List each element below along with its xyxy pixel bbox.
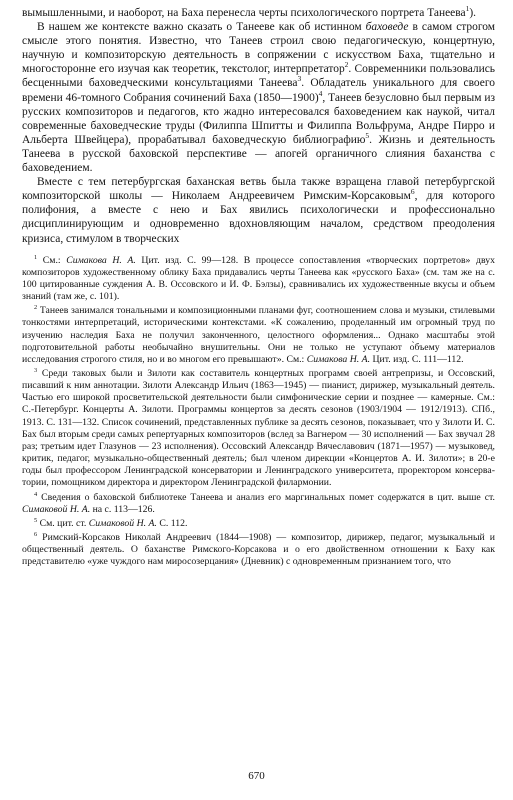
text-run: . Жизнь и деятельность Танеева в русской баховской перспективе — апогей органичного слияния баханства с баховедением.	[22, 133, 495, 175]
footnote-ref: 4	[318, 88, 323, 98]
footnotes	[22, 255, 495, 569]
text-run: . Обладатель уникального для своего времени 46-томного Собрания сочинений Баха (1850—1900)	[22, 77, 495, 104]
text-run: в самом строгом смысле этого понятия. Известно, что Танеев строил свою педагогическую, концертную, научную и композиторскую деятельность в сопряжении с искусством Баха, тщательно и многосторонне его изучая как теоретик, текстолог, интерпретатор	[22, 21, 495, 76]
footnote	[22, 368, 495, 490]
footnote	[22, 305, 495, 366]
footnote	[22, 255, 495, 304]
text-run: ).	[469, 7, 476, 19]
italic-text: Симаковой Н. А.	[88, 517, 157, 529]
document-page	[22, 6, 495, 569]
text-run: Цит. изд. С. 111—112.	[370, 353, 464, 365]
text-run: , Танеев безусловно был первым из русских композиторов и педагогов, кто жадно интересовался баховедением как наукой, читал современные баховедческие труды (Филиппа Шпитты и Филиппа Вольфрума, Андре Пирро и Альберта Швейцера), прорабатывал баховедческую библиографию	[22, 91, 495, 146]
footnote	[22, 492, 495, 516]
italic-text: Симакова Н. А.	[306, 353, 371, 365]
footnote-ref: 6	[34, 530, 38, 538]
page-number: 670	[248, 770, 265, 782]
footnote	[22, 518, 495, 530]
italic-text: баховеде	[365, 21, 409, 34]
text-run: Цит. изд. С. 99—128. В процессе сопоставления «творческих портретов» двух композиторов художественному облику Баха придавались черты Танеева как «русского Баха» (см. там же на с. 100 цитированные суждения А. В. Оссовского и И. Ф. Бэлзы), сравнивались их художественные вкусы и объем знаний (там же, с. 101).	[22, 254, 495, 303]
footnote-ref: 1	[34, 253, 38, 261]
main-text	[22, 6, 495, 246]
text-run: С. 112.	[156, 517, 188, 529]
footnote-ref: 5	[365, 131, 370, 141]
text-run: Среди таковых были и Зилоти как составитель концертных программ своей антрепризы, и Оссовский, писавший к ним аннотации. Зилоти Александр Ильич (1863—1945) — пианист, дирижер, музыкальный деятель. Частью его широкой просветительской деятельности были симфонические серии и позднее — камерные. См.: С.-Петербург. Концерты А. Зилоти. Программы концертов за десять сезонов (1903/1904 — 1912/1913). СПб., 1913. С. 131—132. Список сочинений, представленных публике за десять сезонов, показывает, что у Зилоти И. С. Бах был вторым среди самых репертуарных композиторов (вслед за Вагнером — 30 исполнений — Бах звучал 28 раз; третьим идет Глазунов — 23 исполнения). Оссовский Александр Вячеславович (1871—1957) — музыковед, критик, педагог, музыкально-общественный деятель; был членом дирекции «Концертов А. И. Зилоти»; в 20-е годы был профессором Ленинградской консерватории и Ленинградского университета, проректором консерватории, помощником директора и директором Ленинградской филармонии.	[22, 368, 495, 489]
footnote-ref: 2	[344, 60, 349, 70]
body-paragraph	[22, 6, 495, 20]
footnote-ref: 6	[410, 187, 415, 197]
footnote-ref: 3	[297, 74, 302, 84]
text-run: , для которого полифония, а вместе с нею и Бах явились психологически и профессионально дисциплинирующим и одновременно вдохновляющим началом, средством преодоления кризиса, стимулом в творческих	[22, 190, 495, 245]
text-run: См. цит. ст.	[37, 517, 89, 529]
italic-text: Симаковой Н. А.	[22, 503, 91, 515]
footnote-ref: 3	[34, 366, 38, 374]
text-run: на с. 113—126.	[90, 503, 155, 515]
text-run: Танеев занимался тональными и композиционными планами фуг, соотношением слова и музыки, стилевыми тонкостями интерпретаций, историческими контекстами. «К сожалению, проделанный им огромный труд по изучению наследия Баха не получил законченного, целостного оформления... Однако масштабы этой подготовительной работы необычайно внушительны. Они не только не уступают о̀бъему материалов исследования строгого стиля, но и во многом его превышают». См.:	[22, 305, 495, 365]
text-run: См.:	[37, 254, 67, 266]
text-run: Римский-Корсаков Николай Андреевич (1844—1908) — композитор, дирижер, педагог, музыкальный и общественный деятель. О баханстве Римского-Корсакова и о его двойственном отношении к Баху как представителю «уже чуждого нам миросозерцания» (Дневник) с одновременным признанием того, что	[22, 532, 495, 568]
text-run: Вместе с тем петербургская баханская ветвь была также взращена главой петербургской композиторской школы — Николаем Андреевичем Римским-Корсаковым	[22, 176, 495, 203]
footnote-ref: 2	[34, 303, 38, 311]
footnote-ref: 1	[465, 4, 470, 14]
body-paragraph	[22, 175, 495, 245]
italic-text: Симакова Н. А.	[66, 254, 136, 266]
footnote-ref: 5	[34, 516, 38, 524]
footnote	[22, 532, 495, 568]
text-run: Сведения о баховской библиотеке Танеева и анализ его маргинальных помет содержатся в цит. выше ст.	[37, 491, 495, 503]
body-paragraph	[22, 20, 495, 175]
footnote-ref: 4	[34, 490, 38, 498]
text-run: В нашем же контексте важно сказать о Танееве как об истинном	[37, 21, 366, 34]
text-run: . Современники пользовались бесценными баховедческими консультациями Танеева	[22, 63, 495, 90]
text-run: вымышленными, и наоборот, на Баха перенесла черты психологического портрета Танеева	[22, 7, 466, 19]
